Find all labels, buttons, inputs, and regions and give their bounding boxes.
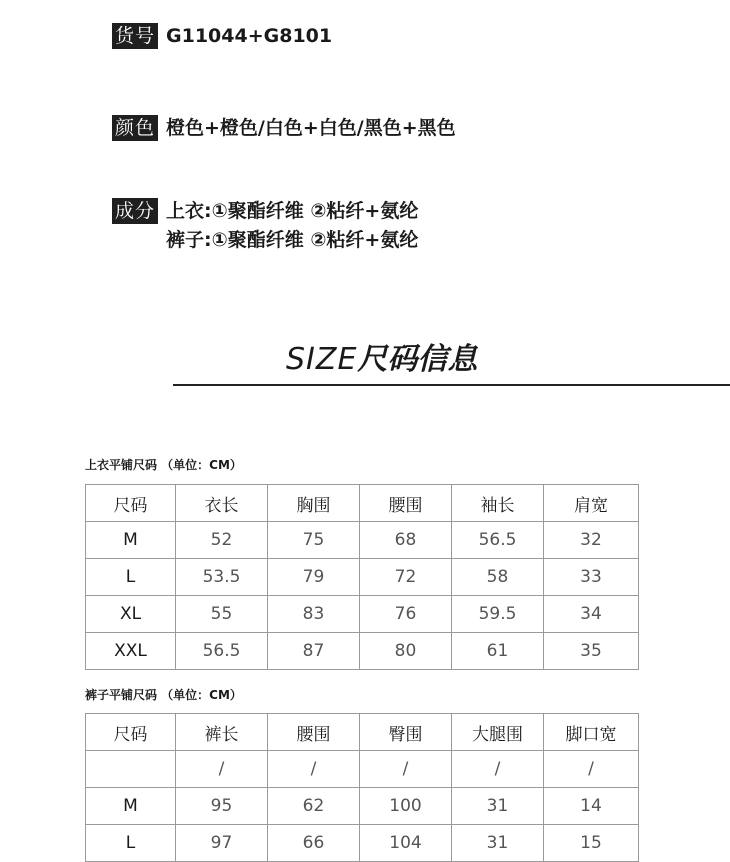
size-cell: L xyxy=(86,825,176,862)
value-cell: 32 xyxy=(544,522,639,559)
value-cell: 56.5 xyxy=(452,522,544,559)
value-cell: 100 xyxy=(360,788,452,825)
value-cell: / xyxy=(176,751,268,788)
size-cell: XL xyxy=(86,596,176,633)
composition-values xyxy=(166,198,418,256)
value-cell: 33 xyxy=(544,559,639,596)
value-cell: 76 xyxy=(360,596,452,633)
value-cell: 35 xyxy=(544,633,639,670)
size-cell: L xyxy=(86,559,176,596)
value-cell: 62 xyxy=(268,788,360,825)
value-cell: 95 xyxy=(176,788,268,825)
header-cell: 腰围 xyxy=(268,714,360,751)
header-cell: 脚口宽 xyxy=(544,714,639,751)
top-size-table xyxy=(85,484,639,670)
value-cell: / xyxy=(268,751,360,788)
value-cell: 56.5 xyxy=(176,633,268,670)
value-cell: 52 xyxy=(176,522,268,559)
top-table-caption: 上衣平铺尺码 （单位：CM） xyxy=(85,458,242,472)
table-row xyxy=(86,633,639,670)
value-cell: 97 xyxy=(176,825,268,862)
table-row xyxy=(86,751,639,788)
value-cell: 34 xyxy=(544,596,639,633)
header-cell: 尺码 xyxy=(86,485,176,522)
size-cell xyxy=(86,751,176,788)
composition-label: 成分 xyxy=(112,198,158,224)
value-cell: 72 xyxy=(360,559,452,596)
size-cell: M xyxy=(86,788,176,825)
composition-top: 上衣:①聚酯纤维 ②粘纤+氨纶 xyxy=(166,200,419,222)
item-number-value: G11044+G8101 xyxy=(166,25,333,47)
header-cell: 大腿围 xyxy=(452,714,544,751)
value-cell: / xyxy=(452,751,544,788)
size-cell: XXL xyxy=(86,633,176,670)
value-cell: 104 xyxy=(360,825,452,862)
header-cell: 裤长 xyxy=(176,714,268,751)
header-cell: 尺码 xyxy=(86,714,176,751)
pants-table-caption: 裤子平铺尺码 （单位：CM） xyxy=(85,688,242,702)
table-header-row xyxy=(86,485,639,522)
value-cell: 59.5 xyxy=(452,596,544,633)
value-cell: 31 xyxy=(452,788,544,825)
value-cell: 58 xyxy=(452,559,544,596)
table-row xyxy=(86,825,639,862)
value-cell: 75 xyxy=(268,522,360,559)
pants-size-table xyxy=(85,713,639,862)
table-row xyxy=(86,559,639,596)
table-row xyxy=(86,596,639,633)
header-cell: 臀围 xyxy=(360,714,452,751)
color-value: 橙色+橙色/白色+白色/黑色+黑色 xyxy=(166,117,456,139)
value-cell: 80 xyxy=(360,633,452,670)
composition-row xyxy=(112,198,418,256)
color-row xyxy=(112,115,456,141)
value-cell: 68 xyxy=(360,522,452,559)
value-cell: / xyxy=(544,751,639,788)
value-cell: 31 xyxy=(452,825,544,862)
table-row xyxy=(86,788,639,825)
value-cell: 83 xyxy=(268,596,360,633)
header-cell: 袖长 xyxy=(452,485,544,522)
value-cell: 55 xyxy=(176,596,268,633)
value-cell: 15 xyxy=(544,825,639,862)
size-title-cn: 尺码信息 xyxy=(357,342,478,377)
value-cell: 87 xyxy=(268,633,360,670)
composition-pants: 裤子:①聚酯纤维 ②粘纤+氨纶 xyxy=(166,229,419,251)
table-row xyxy=(86,522,639,559)
value-cell: 79 xyxy=(268,559,360,596)
value-cell: / xyxy=(360,751,452,788)
value-cell: 66 xyxy=(268,825,360,862)
header-cell: 胸围 xyxy=(268,485,360,522)
value-cell: 14 xyxy=(544,788,639,825)
header-cell: 肩宽 xyxy=(544,485,639,522)
value-cell: 53.5 xyxy=(176,559,268,596)
size-title-en: SIZE xyxy=(286,342,358,377)
table-header-row xyxy=(86,714,639,751)
size-cell: M xyxy=(86,522,176,559)
size-section-title xyxy=(286,340,477,380)
item-number-label: 货号 xyxy=(112,23,158,49)
value-cell: 61 xyxy=(452,633,544,670)
header-cell: 腰围 xyxy=(360,485,452,522)
title-divider xyxy=(173,384,730,386)
header-cell: 衣长 xyxy=(176,485,268,522)
color-label: 颜色 xyxy=(112,115,158,141)
item-number-row xyxy=(112,23,332,49)
